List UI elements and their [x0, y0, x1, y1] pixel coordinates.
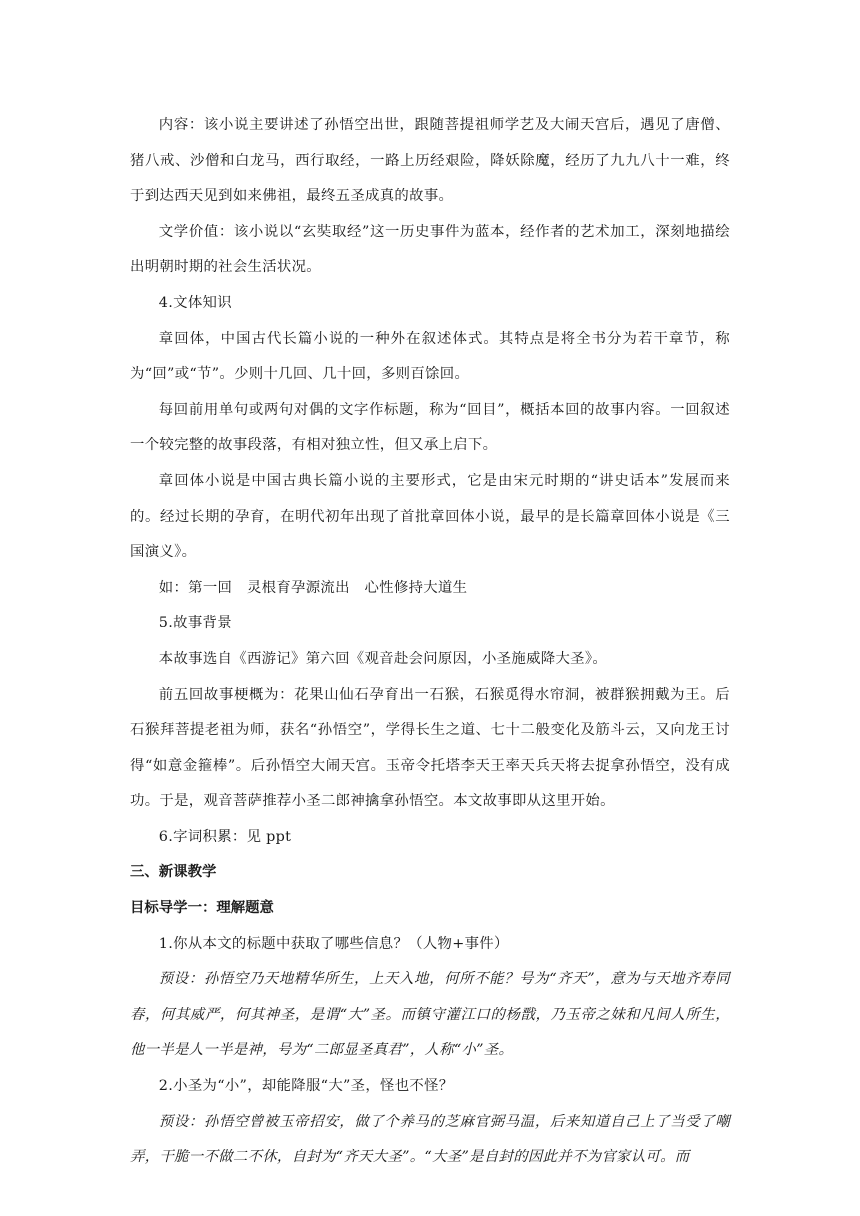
heading-story-background: 5.故事背景 — [158, 615, 232, 632]
paragraph-zhanghui-definition: 章回体，中国古代长篇小说的一种外在叙述体式。其特点是将全书分为若干章节，称为“回”或“节”。少则十几回、几十回，多则百馀回。 — [130, 330, 730, 383]
paragraph-literary-value: 文学价值：该小说以“玄奘取经”这一历史事件为蓝本，经作者的艺术加工，深刻地描绘出明朝时期的社会生活状况。 — [130, 223, 730, 276]
question-2: 2.小圣为“小”，却能降服“大”圣，怪也不怪？ — [158, 1078, 454, 1095]
answer-2: 预设：孙悟空曾被玉帝招安，做了个养马的芝麻官弼马温，后来知道自己上了当受了嘲弄，干脆一不做二不休，自封为“齐天大圣”。“大圣”是自封的因此并不为官家认可。而 — [130, 1113, 730, 1166]
question-1: 1.你从本文的标题中获取了哪些信息？（人物+事件） — [158, 935, 509, 952]
paragraph-content: 内容：该小说主要讲述了孙悟空出世，跟随菩提祖师学艺及大闹天宫后，遇见了唐僧、猪八戒、沙僧和白龙马，西行取经，一路上历经艰险，降妖除魔，经历了九九八十一难，终于到达西天见到如来佛祖，最终五圣成真的故事。 — [130, 117, 730, 205]
heading-genre-knowledge: 4.文体知识 — [158, 294, 232, 311]
section-heading: 三、新课教学 — [130, 864, 217, 881]
paragraph-source: 本故事选自《西游记》第六回《观音赴会问原因，小圣施威降大圣》。 — [158, 650, 608, 667]
paragraph-huimu: 每回前用单句或两句对偶的文字作标题，称为“回目”，概括本回的故事内容。一回叙述一个较完整的故事段落，有相对独立性，但又承上启下。 — [130, 401, 730, 454]
paragraph-synopsis: 前五回故事梗概为：花果山仙石孕育出一石猴，石猴觅得水帘洞，被群猴拥戴为王。后石猴拜菩提老祖为师，获名“孙悟空”，学得长生之道、七十二般变化及筋斗云，又向龙王讨得“如意金箍棒”。后孙悟空大闹天宫。玉帝令托塔李天王率天兵天将去捉拿孙悟空，没有成功。于是，观音菩萨推荐小圣二郎神擒拿孙悟空。本文故事即从这里开始。 — [130, 686, 730, 810]
paragraph-zhanghui-history: 章回体小说是中国古典长篇小说的主要形式，它是由宋元时期的“讲史话本”发展而来的。经过长期的孕育，在明代初年出现了首批章回体小说，最早的是长篇章回体小说是《三国演义》。 — [130, 472, 730, 561]
document-page — [130, 108, 730, 1176]
paragraph-example: 如：第一回 灵根育孕源流出 心性修持大道生 — [158, 579, 468, 596]
paragraph-vocabulary: 6.字词积累：见 ppt — [158, 828, 292, 845]
answer-1: 预设：孙悟空乃天地精华所生，上天入地，何所不能？号为“齐天”，意为与天地齐寿同春，何其威严，何其神圣，是谓“大”圣。而镇守灌江口的杨戬，乃玉帝之妹和凡间人所生，他一半是人一半是神，号为“二郎显圣真君”，人称“小”圣。 — [130, 971, 730, 1059]
subsection-heading: 目标导学一：理解题意 — [130, 900, 274, 917]
